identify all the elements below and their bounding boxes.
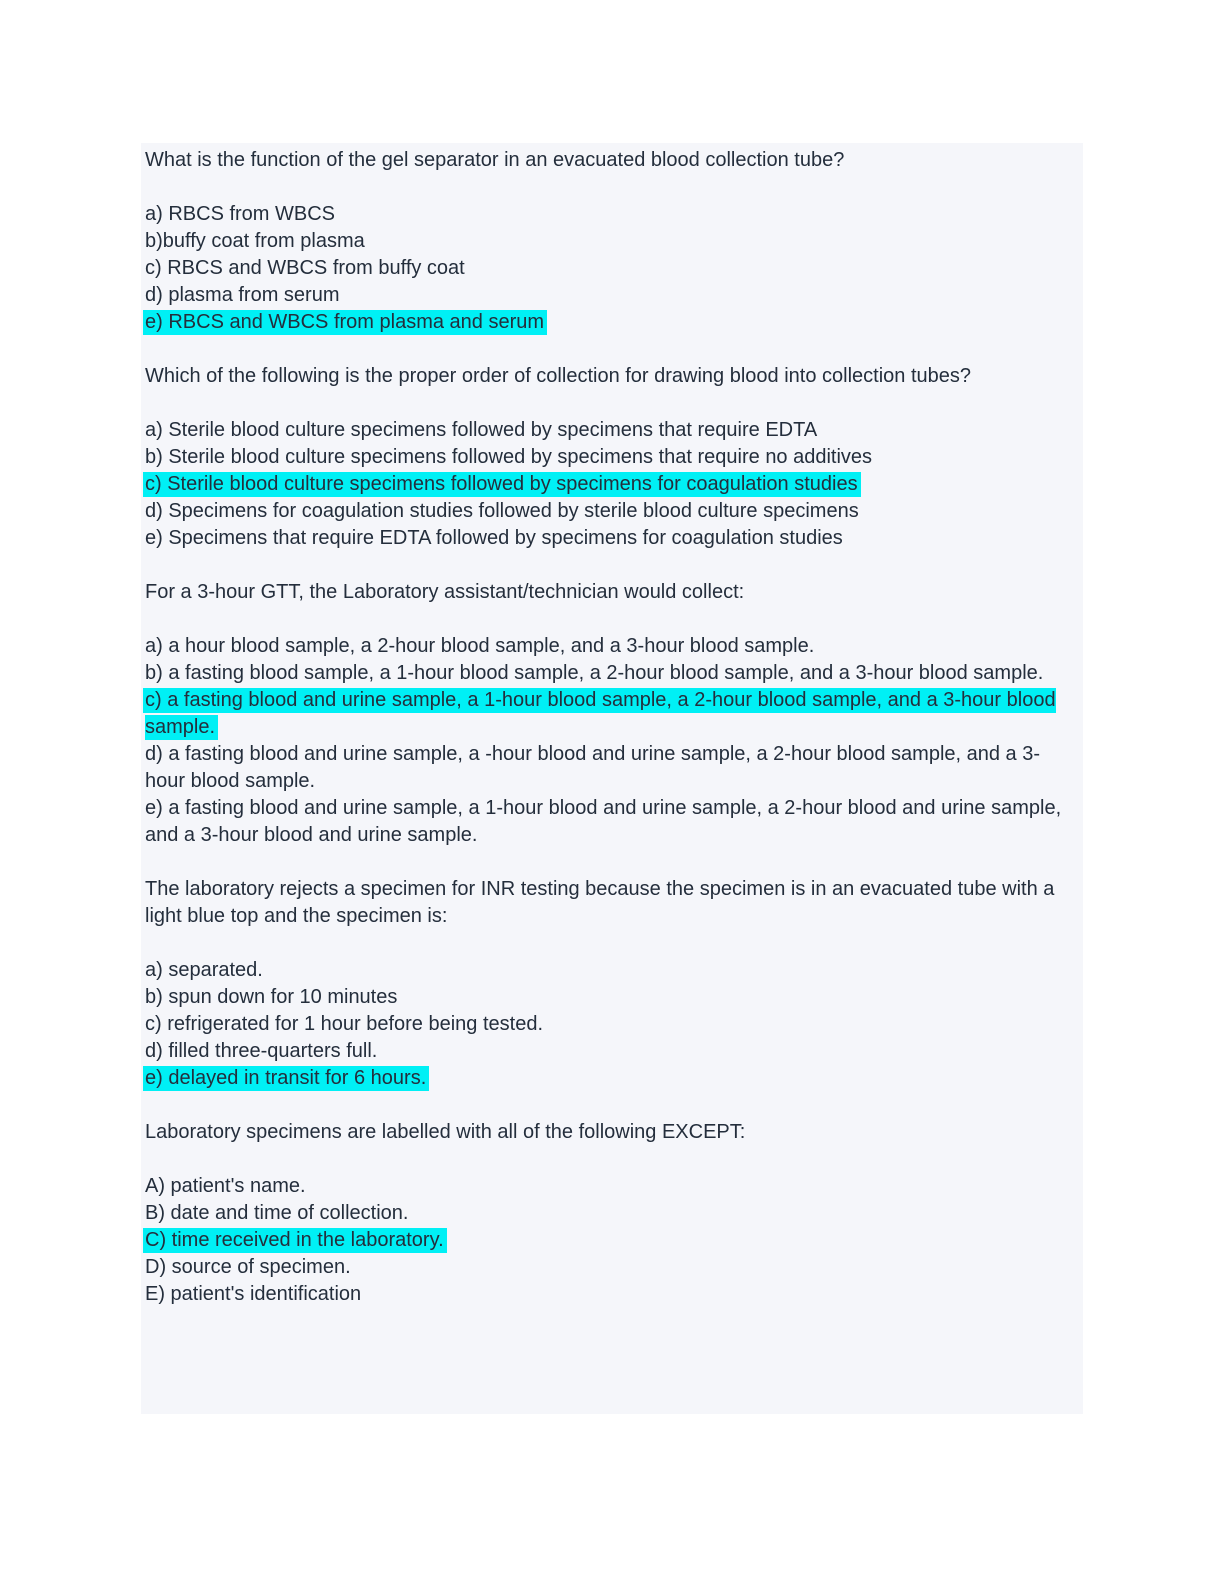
answer-option-text: e) delayed in transit for 6 hours. (143, 1066, 429, 1091)
answer-option-text: c) Sterile blood culture specimens followed by specimens for coagulation studies (143, 472, 861, 497)
answer-option-text: b) spun down for 10 minutes (145, 986, 398, 1008)
answer-option (145, 633, 1077, 660)
answer-option-text: a) Sterile blood culture specimens followed by specimens that require EDTA (145, 419, 818, 441)
answer-option-highlighted (145, 471, 1077, 498)
question-text: For a 3-hour GTT, the Laboratory assistant/technician would collect: (145, 581, 745, 603)
answer-option-highlighted (145, 1227, 1077, 1254)
answer-option (145, 1038, 1077, 1065)
answer-option (145, 1173, 1077, 1200)
answer-option-text: d) a fasting blood and urine sample, a -hour blood and urine sample, a 2-hour blood sample, and a 3-hour blood sample. (145, 743, 1041, 792)
question-text: The laboratory rejects a specimen for INR testing because the specimen is in an evacuated tube with a light blue top and the specimen is: (145, 878, 1055, 927)
answer-option (145, 957, 1077, 984)
answer-option (145, 1254, 1077, 1281)
answer-option (145, 255, 1077, 282)
answer-option (145, 525, 1077, 552)
answer-option-text: c) refrigerated for 1 hour before being tested. (145, 1013, 544, 1035)
answer-option-text: e) a fasting blood and urine sample, a 1-hour blood and urine sample, a 2-hour blood and urine sample, and a 3-hour blood and urine sample. (145, 797, 1062, 846)
question-block-2 (145, 363, 1077, 552)
answer-option-text: B) date and time of collection. (145, 1202, 409, 1224)
question-block-4 (145, 876, 1077, 1092)
answer-option (145, 660, 1077, 687)
answer-option-text: b) a fasting blood sample, a 1-hour blood sample, a 2-hour blood sample, and a 3-hour blood sample. (145, 662, 1044, 684)
question-block-5 (145, 1119, 1077, 1308)
answer-option-text: d) filled three-quarters full. (145, 1040, 378, 1062)
answer-option (145, 741, 1077, 795)
answer-option-text: d) plasma from serum (145, 284, 340, 306)
answer-options (145, 417, 1077, 552)
answer-option-text: e) Specimens that require EDTA followed by specimens for coagulation studies (145, 527, 843, 549)
answer-option (145, 282, 1077, 309)
answer-option (145, 984, 1077, 1011)
answer-option-text: b) Sterile blood culture specimens followed by specimens that require no additives (145, 446, 873, 468)
answer-option (145, 1011, 1077, 1038)
answer-option-text: a) separated. (145, 959, 263, 981)
answer-option-text: d) Specimens for coagulation studies followed by sterile blood culture specimens (145, 500, 859, 522)
answer-option (145, 201, 1077, 228)
answer-option-text: c) a fasting blood and urine sample, a 1-hour blood sample, a 2-hour blood sample, and a 3-hour blood sample. (145, 689, 1056, 738)
question-text: What is the function of the gel separator in an evacuated blood collection tube? (145, 149, 845, 171)
answer-option-text: a) RBCS from WBCS (145, 203, 336, 225)
answer-option (145, 444, 1077, 471)
answer-options (145, 201, 1077, 336)
answer-option-text: c) RBCS and WBCS from buffy coat (145, 257, 465, 279)
answer-option (145, 795, 1077, 849)
answer-option (145, 498, 1077, 525)
answer-option-text: A) patient's name. (145, 1175, 306, 1197)
answer-option-text: a) a hour blood sample, a 2-hour blood sample, and a 3-hour blood sample. (145, 635, 815, 657)
answer-option (145, 228, 1077, 255)
answer-options (145, 1173, 1077, 1308)
question-text: Which of the following is the proper order of collection for drawing blood into collection tubes? (145, 365, 972, 387)
answer-option-highlighted (145, 687, 1077, 741)
question-block-3 (145, 579, 1077, 849)
answer-option (145, 417, 1077, 444)
answer-option (145, 1200, 1077, 1227)
answer-option-text: b)buffy coat from plasma (145, 230, 365, 252)
answer-option-text: E) patient's identification (145, 1283, 362, 1305)
answer-options (145, 633, 1077, 849)
answer-option-text: D) source of specimen. (145, 1256, 351, 1278)
question-block-1 (145, 147, 1077, 336)
answer-option-text: C) time received in the laboratory. (143, 1228, 447, 1253)
answer-option (145, 1281, 1077, 1308)
quiz-sheet (141, 143, 1083, 1414)
answer-option-text: e) RBCS and WBCS from plasma and serum (143, 310, 547, 335)
question-text: Laboratory specimens are labelled with all of the following EXCEPT: (145, 1121, 746, 1143)
answer-option-highlighted (145, 1065, 1077, 1092)
answer-options (145, 957, 1077, 1092)
answer-option-highlighted (145, 309, 1077, 336)
